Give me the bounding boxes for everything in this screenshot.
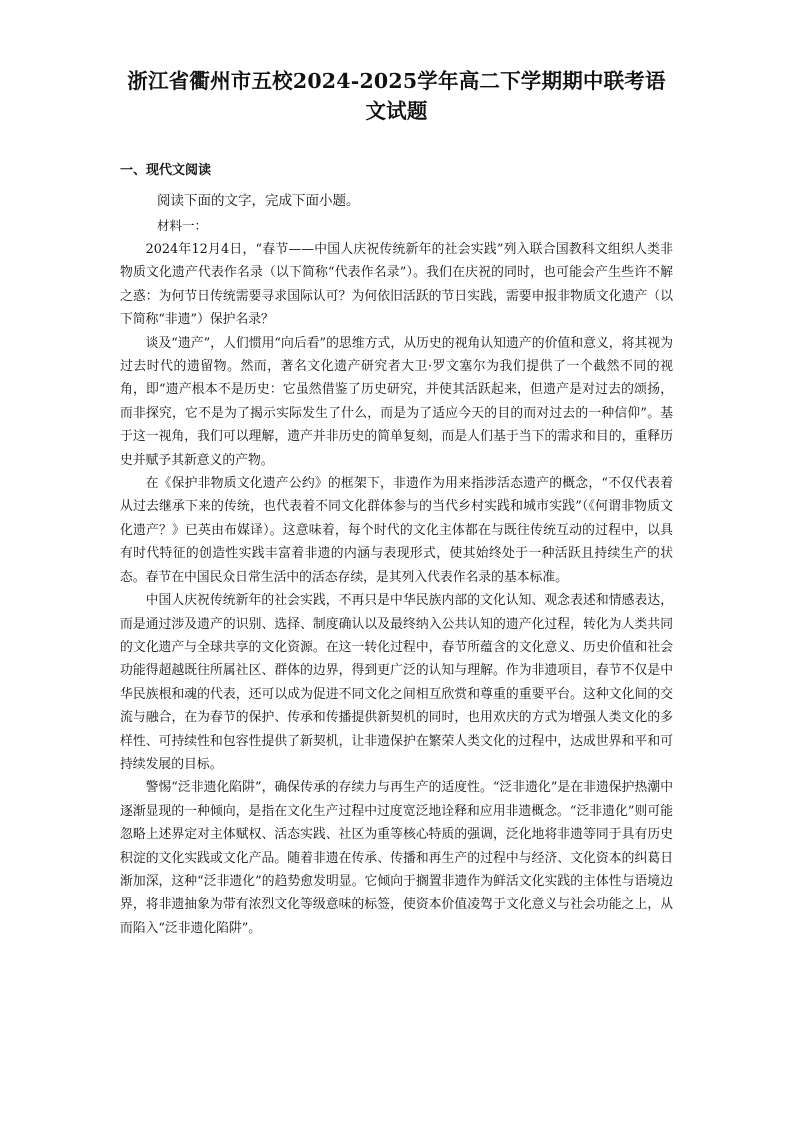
title-line-1: 浙江省衢州市五校2024-2025学年高二下学期期中联考语 (127, 69, 666, 93)
paragraph: 警惕“泛非遗化陷阱”，确保传承的存续力与再生产的适度性。“泛非遗化”是在非遗保护热潮中逐渐显现的一种倾向，是指在文化生产过程中过度宽泛地诠释和应用非遗概念。“泛非遗化”则可能忽略上述界定对主体赋权、活态实践、社区为重等核心特质的强调，泛化地将非遗等同于具有历史积淀的文化实践或文化产品。随着非遗在传承、传播和再生产的过程中与经济、文化资本的纠葛日渐加深，这种“泛非遗化”的趋势愈发明显。它倾向于搁置非遗作为鲜活文化实践的主体性与语境边界，将非遗抽象为带有浓烈文化等级意味的标签，使资本价值凌驾于文化意义与社会功能之上，从而陷入“泛非遗化陷阱”。 (120, 780, 673, 936)
material-body (120, 238, 673, 940)
material-label: 材料一： (157, 218, 208, 233)
paragraph: 2024年12月4日，“春节——中国人庆祝传统新年的社会实践”列入联合国教科文组织人类非物质文化遗产代表作名录（以下简称“代表作名录”）。我们在庆祝的同时，也可能会产生些许不解之惑：为何节日传统需要寻求国际认可？为何依旧活跃的节日实践，需要申报非物质文化遗产（以下简称“非遗”）保护名录？ (120, 242, 673, 328)
paragraph: 中国人庆祝传统新年的社会实践，不再只是中华民族内部的文化认知、观念表述和情感表达，而是通过涉及遗产的识别、选择、制度确认以及最终纳入公共认知的遗产化过程，转化为人类共同的文化遗产与全球共享的文化资源。在这一转化过程中，春节所蕴含的文化意义、历史价值和社会功能得超越既往所属社区、群体的边界，得到更广泛的认知与理解。作为非遗项目，春节不仅是中华民族根和魂的代表，还可以成为促进不同文化之间相互欣赏和尊重的重要平台。这种文化间的交流与融合，在为春节的保护、传承和传播提供新契机的同时，也用欢庆的方式为增强人类文化的多样性、可持续性和包容性提供了新契机，让非遗保护在繁荣人类文化的过程中，达成世界和平和可持续发展的目标。 (120, 593, 673, 772)
reading-instruction: 阅读下面的文字，完成下面小题。 (157, 193, 360, 209)
title-line-2: 文试题 (365, 99, 428, 123)
paragraph: 在《保护非物质文化遗产公约》的框架下，非遗作为用来指涉活态遗产的概念，“不仅代表着从过去继承下来的传统，也代表着不同文化群体参与的当代乡村实践和城市实践”（《何谓非物质文化遗产？》已英由布媒译）。这意味着，每个时代的文化主体都在与既往传统互动的过程中，以具有时代特征的创造性实践丰富着非遗的内涵与表现形式，使其始终处于一种活跃且持续生产的状态。春节在中国民众日常生活中的活态存续，是其列入代表作名录的基本标准。 (120, 476, 673, 585)
paragraph: 谈及“遗产”，人们惯用“向后看”的思维方式，从历史的视角认知遗产的价值和意义，将其视为过去时代的遗留物。然而，著名文化遗产研究者大卫·罗文塞尔为我们提供了一个截然不同的视角，即“遗产根本不是历史：它虽然借鉴了历史研究，并使其活跃起来，但遗产是对过去的颂扬，而非探究，它不是为了揭示实际发生了什么，而是为了适应今天的目的而对过去的一种信仰”。基于这一视角，我们可以理解，遗产并非历史的简单复刻，而是人们基于当下的需求和目的，重释历史并赋予其新意义的产物。 (120, 335, 673, 468)
section-heading: 一、现代文阅读 (120, 163, 212, 178)
document-title (110, 66, 683, 126)
